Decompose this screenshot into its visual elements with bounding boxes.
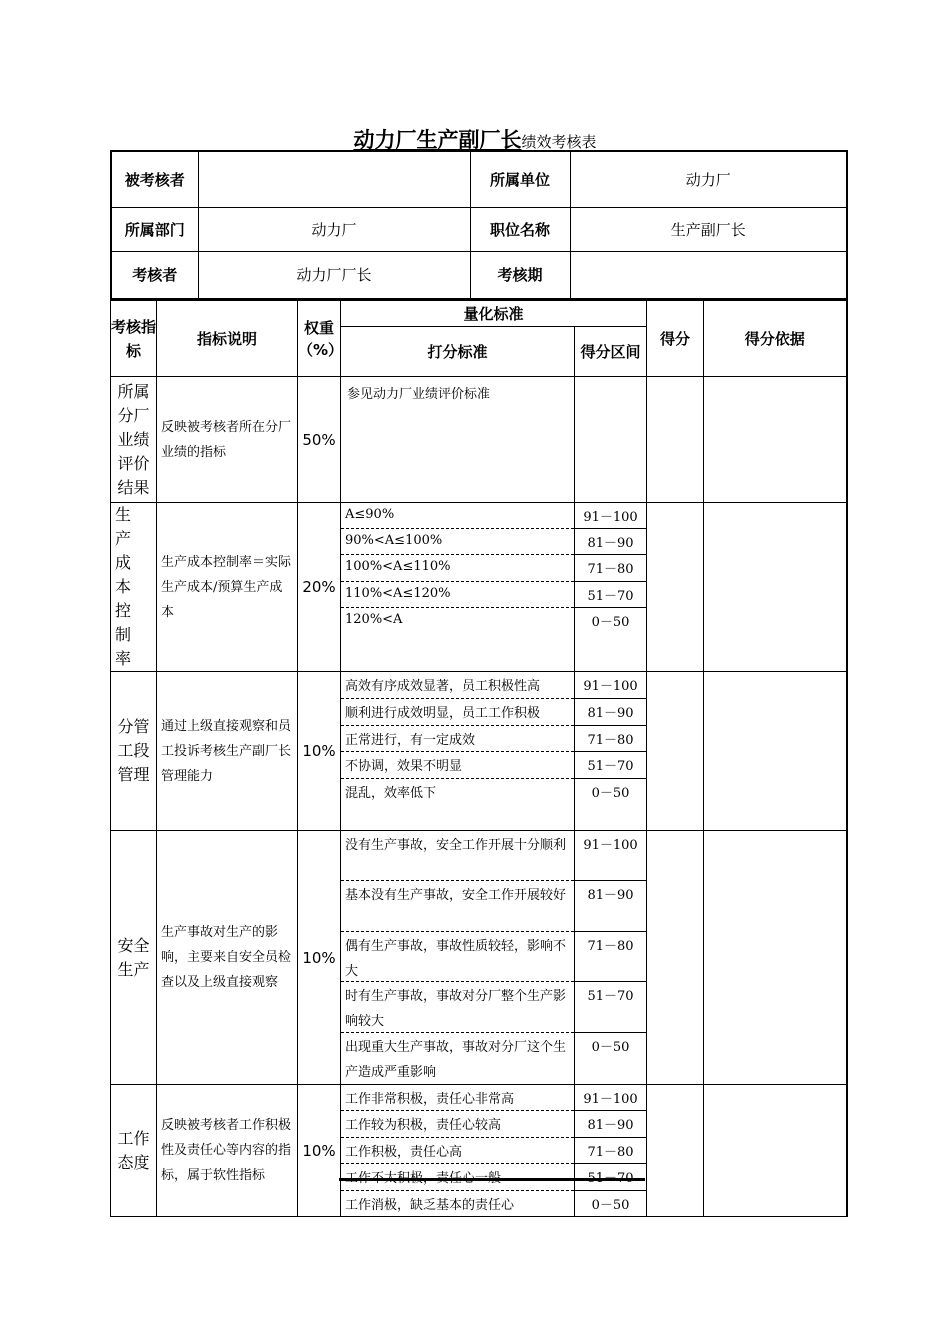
criterion: 顺利进行成效明显，员工工作积极 <box>341 699 574 726</box>
description-2: 通过上级直接观察和员工投诉考核生产副厂长管理能力 <box>157 672 298 831</box>
criterion: 110%<A≤120% <box>341 582 574 608</box>
header-basis: 得分依据 <box>704 301 847 377</box>
score-field-1[interactable] <box>647 503 704 672</box>
criterion: 120%<A <box>345 612 403 627</box>
criterion: 工作积极，责任心高 <box>341 1138 574 1164</box>
criterion: 混乱，效率低下 <box>345 786 437 801</box>
indicator-0: 所属分厂业绩评价结果 <box>111 377 157 503</box>
range: 91－100 <box>575 831 646 881</box>
range: 91－100 <box>575 503 646 529</box>
description-0: 反映被考核者所在分厂业绩的指标 <box>157 377 298 503</box>
ranges-1 <box>575 503 647 672</box>
score-field-0[interactable] <box>647 377 704 503</box>
range: 71－80 <box>575 1138 646 1164</box>
header-criteria: 打分标准 <box>341 327 575 377</box>
indicator-2: 分管工段管理 <box>111 672 157 831</box>
range: 51－70 <box>575 752 646 779</box>
range: 0－50 <box>591 615 630 630</box>
examiner-value: 动力厂厂长 <box>198 251 470 299</box>
score-field-3[interactable] <box>647 831 704 1085</box>
criterion: 基本没有生产事故，安全工作开展较好 <box>341 881 574 932</box>
range: 81－90 <box>575 881 646 932</box>
position-label: 职位名称 <box>470 207 570 251</box>
weight-1: 20% <box>298 503 341 672</box>
range: 0－50 <box>591 1198 630 1213</box>
criteria-3 <box>341 831 575 1085</box>
header-indicator: 考核指标 <box>111 301 157 377</box>
ranges-3 <box>575 831 647 1085</box>
basis-field-2[interactable] <box>704 672 847 831</box>
range: 81－90 <box>575 1111 646 1138</box>
range: 81－90 <box>575 529 646 555</box>
criteria-1 <box>341 503 575 672</box>
criterion: A≤90% <box>341 503 574 529</box>
unit-value: 动力厂 <box>570 151 847 207</box>
indicator-3: 安全生产 <box>111 831 157 1085</box>
position-value: 生产副厂长 <box>570 207 847 251</box>
range: 0－50 <box>591 786 630 801</box>
criterion: 工作非常积极，责任心非常高 <box>341 1085 574 1111</box>
dept-label: 所属部门 <box>111 207 198 251</box>
criterion: 工作较为积极，责任心较高 <box>341 1111 574 1138</box>
header-score: 得分 <box>647 301 704 377</box>
header-quant: 量化标准 <box>341 301 647 327</box>
range: 71－80 <box>575 932 646 982</box>
range: 71－80 <box>575 555 646 582</box>
criterion: 工作消极，缺乏基本的责任心 <box>345 1198 515 1213</box>
title-suffix: 绩效考核表 <box>521 133 597 151</box>
indicator-4: 工作态度 <box>111 1085 157 1217</box>
table-bottom-rule <box>339 1178 645 1181</box>
basis-field-3[interactable] <box>704 831 847 1085</box>
criteria-0: 参见动力厂业绩评价标准 <box>341 377 575 503</box>
score-field-4[interactable] <box>647 1085 704 1217</box>
criterion: 正常进行，有一定成效 <box>341 726 574 752</box>
unit-label: 所属单位 <box>470 151 570 207</box>
criteria-2 <box>341 672 575 831</box>
criterion: 出现重大生产事故，事故对分厂这个生产造成严重影响 <box>345 1040 567 1080</box>
examinee-field[interactable] <box>198 151 470 207</box>
criterion: 不协调，效果不明显 <box>341 752 574 779</box>
header-range: 得分区间 <box>575 327 647 377</box>
dept-value: 动力厂 <box>198 207 470 251</box>
description-3: 生产事故对生产的影响，主要来自安全员检查以及上级直接观察 <box>157 831 298 1085</box>
examinee-label: 被考核者 <box>111 151 198 207</box>
period-label: 考核期 <box>470 251 570 299</box>
range: 51－70 <box>575 582 646 608</box>
examiner-label: 考核者 <box>111 251 198 299</box>
range: 91－100 <box>575 1085 646 1111</box>
weight-0: 50% <box>298 377 341 503</box>
criterion: 没有生产事故，安全工作开展十分顺利 <box>341 831 574 881</box>
criterion: 高效有序成效显著，员工积极性高 <box>341 672 574 699</box>
score-field-2[interactable] <box>647 672 704 831</box>
title-main: 动力厂生产副厂长 <box>353 128 522 152</box>
header-description: 指标说明 <box>157 301 298 377</box>
range: 0－50 <box>591 1040 630 1055</box>
ranges-4 <box>575 1085 647 1217</box>
indicator-1: 生产成本控制率 <box>111 503 157 672</box>
period-field[interactable] <box>570 251 847 299</box>
assessment-table <box>110 300 848 1217</box>
weight-2: 10% <box>298 672 341 831</box>
basis-field-0[interactable] <box>704 377 847 503</box>
criterion: 偶有生产事故，事故性质较轻，影响不大 <box>341 932 574 982</box>
ranges-2 <box>575 672 647 831</box>
range: 81－90 <box>575 699 646 726</box>
range: 51－70 <box>575 982 646 1033</box>
description-4: 反映被考核者工作积极性及责任心等内容的指标，属于软性指标 <box>157 1085 298 1217</box>
range-0 <box>575 377 647 503</box>
header-weight: 权重（%） <box>298 301 341 377</box>
basis-field-4[interactable] <box>704 1085 847 1217</box>
weight-3: 10% <box>298 831 341 1085</box>
range: 71－80 <box>575 726 646 752</box>
criterion: 时有生产事故，事故对分厂整个生产影响较大 <box>341 982 574 1033</box>
criterion: 100%<A≤110% <box>341 555 574 582</box>
info-table <box>110 150 848 300</box>
range: 91－100 <box>575 672 646 699</box>
weight-4: 10% <box>298 1085 341 1217</box>
criterion: 90%<A≤100% <box>341 529 574 555</box>
description-1: 生产成本控制率＝实际生产成本/预算生产成本 <box>157 503 298 672</box>
criteria-4 <box>341 1085 575 1217</box>
basis-field-1[interactable] <box>704 503 847 672</box>
